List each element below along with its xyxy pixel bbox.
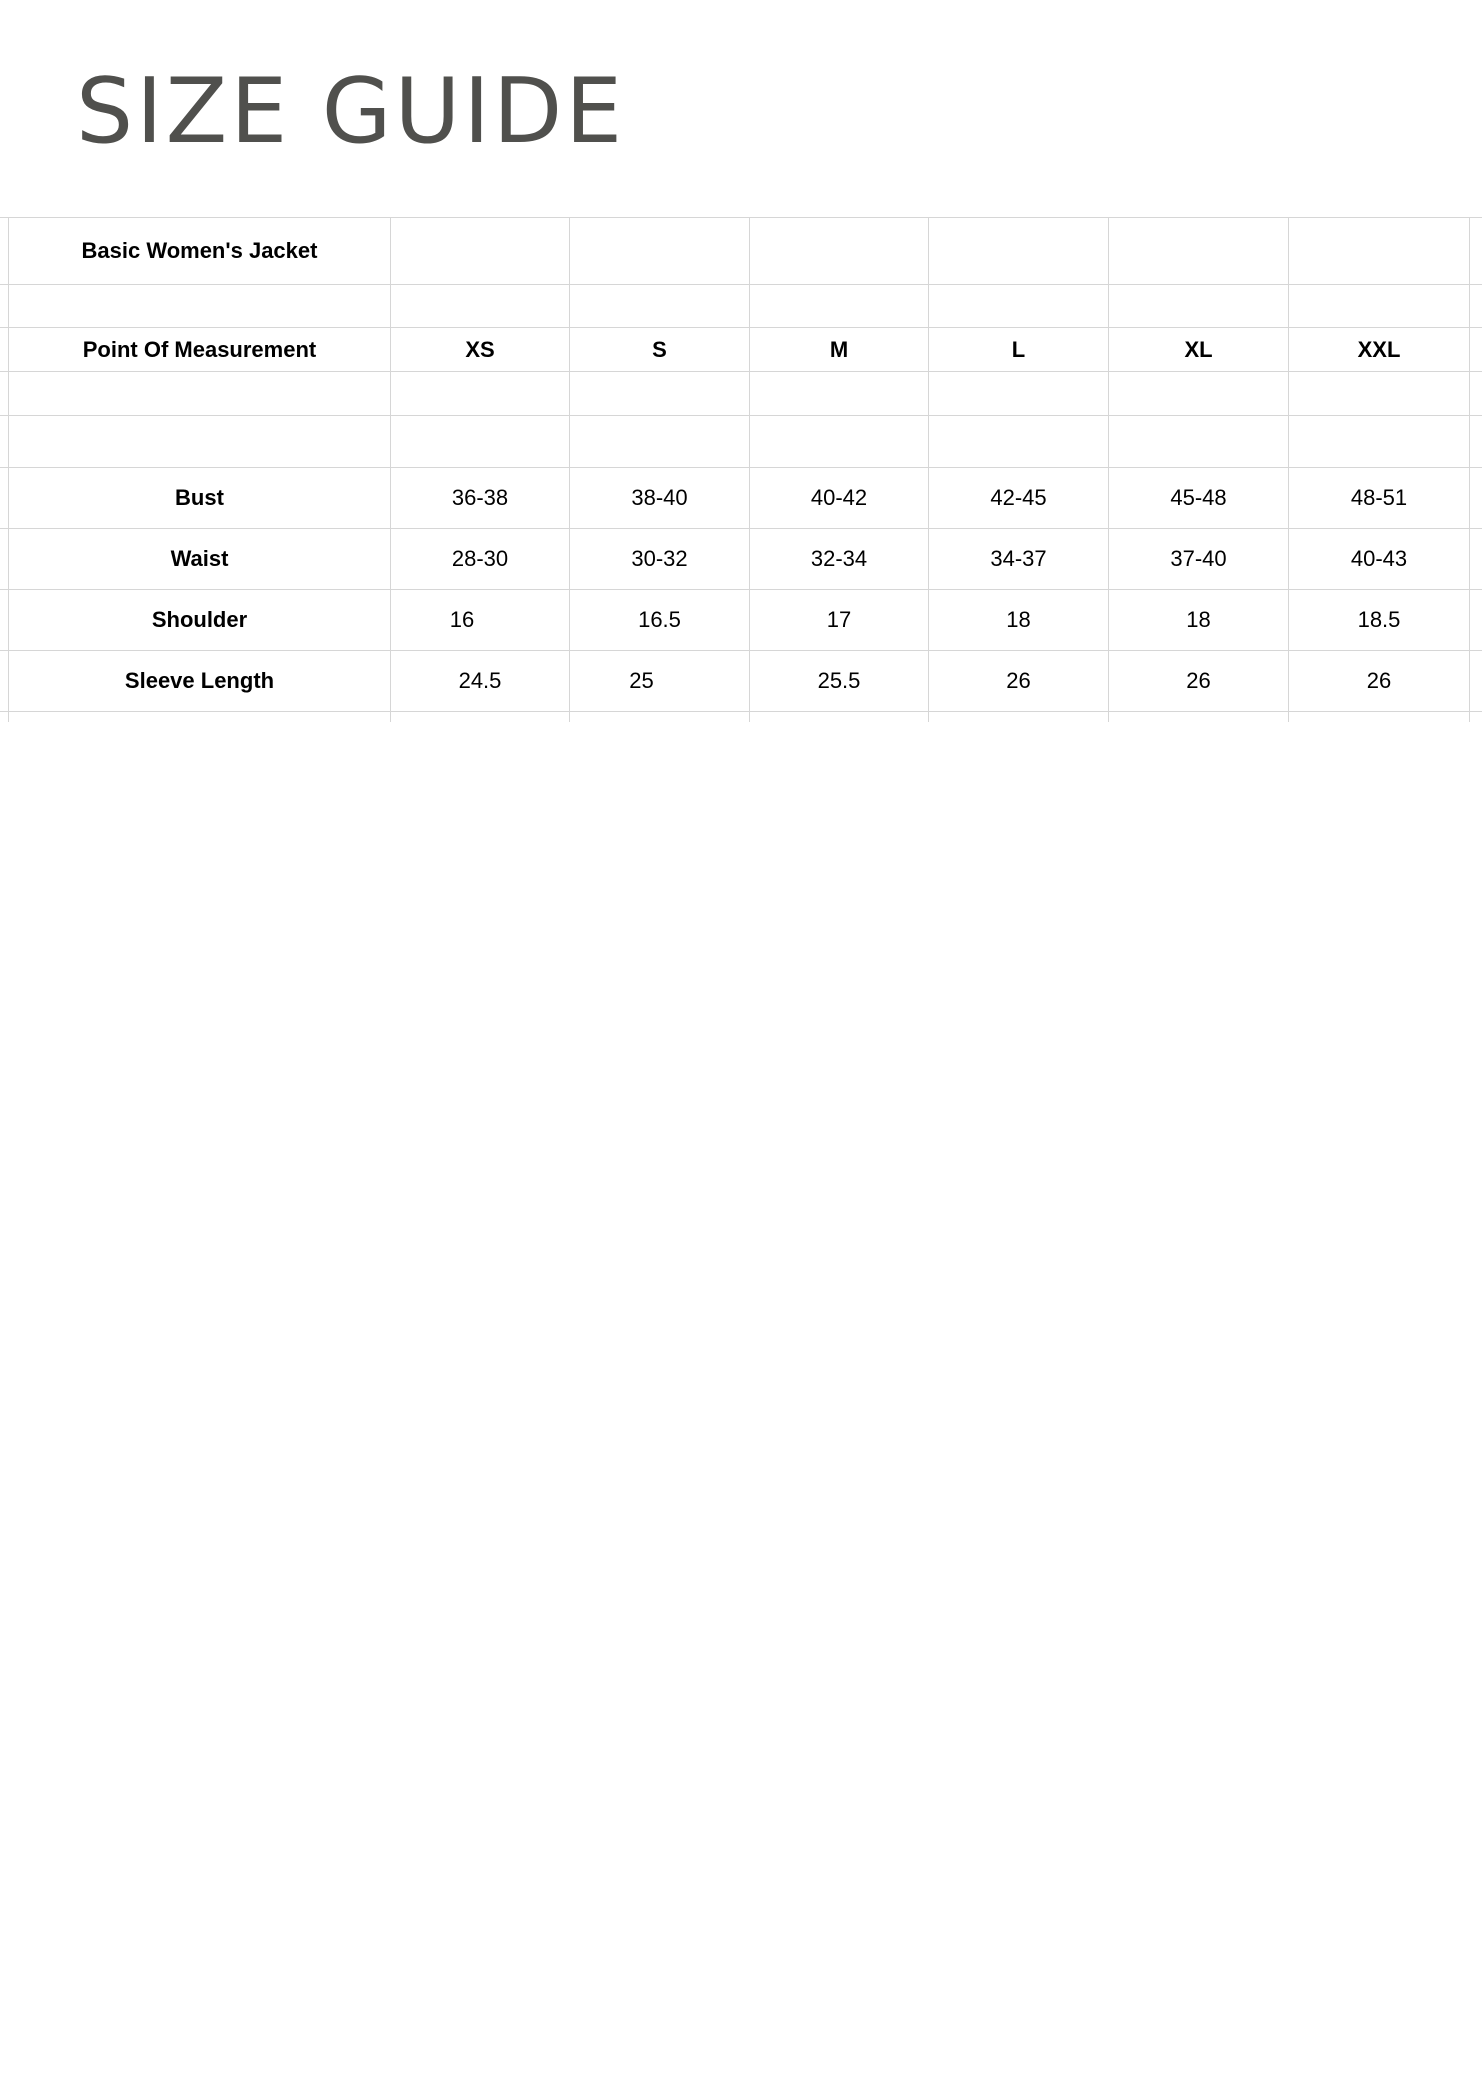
size-header-s[interactable]: S (570, 328, 750, 372)
cell[interactable] (570, 372, 750, 416)
value-cell[interactable]: 48-51 (1289, 468, 1470, 529)
header-label[interactable]: Point Of Measurement (9, 328, 391, 372)
cell[interactable] (1289, 712, 1470, 723)
cell[interactable] (0, 468, 9, 529)
cell[interactable] (1109, 285, 1289, 328)
value-cell[interactable]: 40-42 (750, 468, 929, 529)
cell[interactable] (570, 712, 750, 723)
value-cell[interactable]: 34-37 (929, 529, 1109, 590)
value-cell[interactable]: 32-34 (750, 529, 929, 590)
row-label[interactable]: Waist (9, 529, 391, 590)
value-cell[interactable]: 26 (1289, 651, 1470, 712)
cell[interactable] (1470, 372, 1482, 416)
cell[interactable] (391, 218, 570, 285)
cell[interactable] (570, 416, 750, 468)
cell[interactable] (1109, 218, 1289, 285)
cell[interactable] (750, 372, 929, 416)
cell[interactable] (1470, 651, 1482, 712)
blank-row (0, 372, 1482, 416)
cell[interactable] (1470, 218, 1482, 285)
table-row-shoulder (0, 590, 1482, 651)
cell[interactable] (1109, 416, 1289, 468)
value-cell[interactable]: 18 (1109, 590, 1289, 651)
cell[interactable] (1109, 372, 1289, 416)
value-cell[interactable]: 26 (1109, 651, 1289, 712)
size-header-xs[interactable]: XS (391, 328, 570, 372)
cell[interactable] (1289, 372, 1470, 416)
blank-row (0, 712, 1482, 723)
cell[interactable] (391, 416, 570, 468)
cell[interactable] (750, 712, 929, 723)
cell[interactable] (750, 285, 929, 328)
row-label[interactable]: Sleeve Length (9, 651, 391, 712)
table-row-sleeve-length (0, 651, 1482, 712)
cell[interactable] (1289, 285, 1470, 328)
value-cell[interactable]: 37-40 (1109, 529, 1289, 590)
header-row (0, 328, 1482, 372)
product-title[interactable]: Basic Women's Jacket (9, 218, 391, 285)
value-cell[interactable]: 26 (929, 651, 1109, 712)
cell[interactable] (1470, 328, 1482, 372)
title-row (0, 218, 1482, 285)
size-header-xxl[interactable]: XXL (1289, 328, 1470, 372)
cell[interactable] (0, 372, 9, 416)
table-row-bust (0, 468, 1482, 529)
cell[interactable] (0, 328, 9, 372)
cell[interactable] (9, 285, 391, 328)
cell[interactable] (929, 712, 1109, 723)
value-cell[interactable]: 40-43 (1289, 529, 1470, 590)
cell[interactable] (750, 218, 929, 285)
value-cell[interactable]: 25.5 (750, 651, 929, 712)
cell[interactable] (929, 372, 1109, 416)
row-label[interactable]: Bust (9, 468, 391, 529)
cell[interactable] (391, 372, 570, 416)
cell[interactable] (929, 218, 1109, 285)
value-cell[interactable]: 25 (570, 651, 750, 712)
cell[interactable] (391, 285, 570, 328)
value-cell[interactable]: 36-38 (391, 468, 570, 529)
blank-row (0, 285, 1482, 328)
cell[interactable] (391, 712, 570, 723)
cell[interactable] (0, 590, 9, 651)
size-header-xl[interactable]: XL (1109, 328, 1289, 372)
cell[interactable] (0, 285, 9, 328)
cell[interactable] (1289, 416, 1470, 468)
value-cell[interactable]: 18.5 (1289, 590, 1470, 651)
cell[interactable] (9, 712, 391, 723)
row-label[interactable]: Shoulder (9, 590, 391, 651)
cell[interactable] (0, 218, 9, 285)
blank-row (0, 416, 1482, 468)
cell[interactable] (1470, 590, 1482, 651)
cell[interactable] (0, 651, 9, 712)
size-header-l[interactable]: L (929, 328, 1109, 372)
cell[interactable] (9, 372, 391, 416)
size-header-m[interactable]: M (750, 328, 929, 372)
cell[interactable] (0, 416, 9, 468)
value-cell[interactable]: 16 (391, 590, 570, 651)
cell[interactable] (1289, 218, 1470, 285)
cell[interactable] (929, 285, 1109, 328)
cell[interactable] (750, 416, 929, 468)
cell[interactable] (1109, 712, 1289, 723)
table-row-waist (0, 529, 1482, 590)
value-cell[interactable]: 28-30 (391, 529, 570, 590)
size-table (0, 217, 1482, 722)
cell[interactable] (1470, 285, 1482, 328)
cell[interactable] (1470, 468, 1482, 529)
value-cell[interactable]: 38-40 (570, 468, 750, 529)
value-cell[interactable]: 42-45 (929, 468, 1109, 529)
cell[interactable] (0, 529, 9, 590)
cell[interactable] (1470, 529, 1482, 590)
value-cell[interactable]: 45-48 (1109, 468, 1289, 529)
cell[interactable] (570, 285, 750, 328)
cell[interactable] (9, 416, 391, 468)
cell[interactable] (0, 712, 9, 723)
cell[interactable] (1470, 416, 1482, 468)
page-title: SIZE GUIDE (76, 59, 626, 164)
value-cell[interactable]: 17 (750, 590, 929, 651)
value-cell[interactable]: 16.5 (570, 590, 750, 651)
cell[interactable] (929, 416, 1109, 468)
value-cell[interactable]: 30-32 (570, 529, 750, 590)
cell[interactable] (1470, 712, 1482, 723)
value-cell[interactable]: 18 (929, 590, 1109, 651)
cell[interactable] (570, 218, 750, 285)
value-cell[interactable]: 24.5 (391, 651, 570, 712)
